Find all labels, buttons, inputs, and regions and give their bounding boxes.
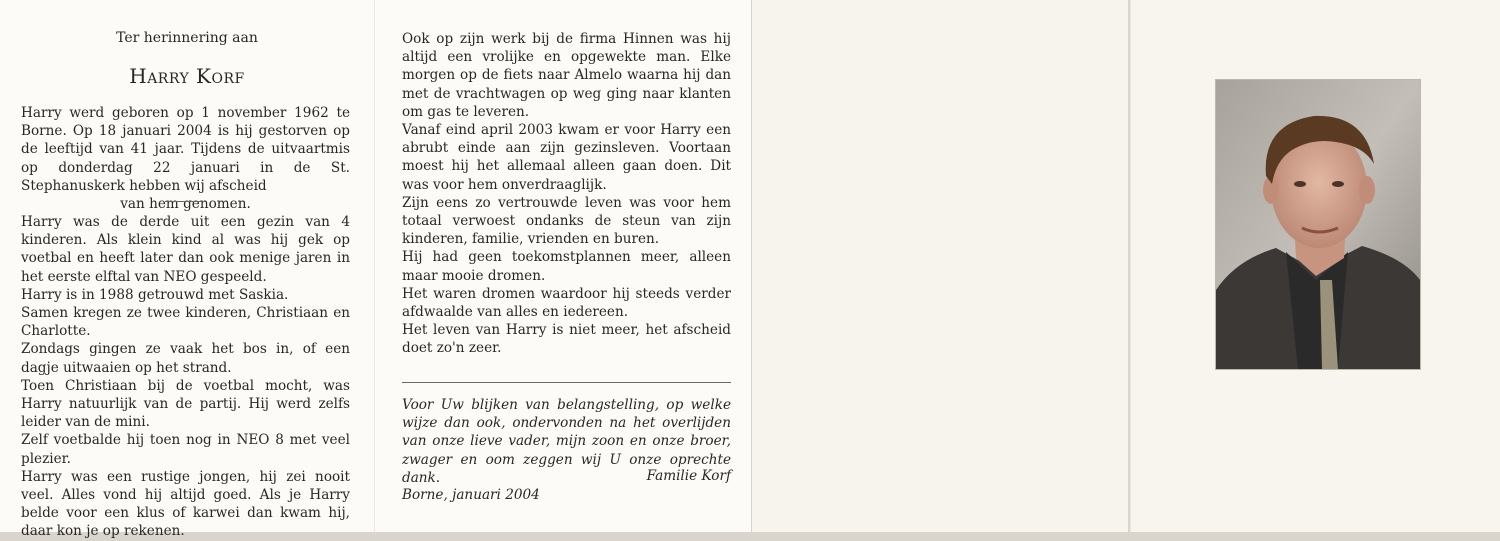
intro-heading: Ter herinnering aan [116, 30, 258, 46]
long-divider [402, 382, 731, 383]
life-paragraph: Harry was de derde uit een gezin van 4 kinderen. Als klein kind al was hij gek op voetbal en heeft later dan ook menige jaren in het eerste elftal van NEO gespeeld. [21, 214, 350, 285]
family-signature: Familie Korf [646, 468, 731, 484]
birth-death-paragraph: Harry werd geboren op 1 november 1962 te Borne. Op 18 januari 2004 is hij gestorven op de leeftijd van 41 jaar. Tijdens de uitvaartmis op donderdag 22 januari in de St. Stephanuskerk hebben wij afscheid [21, 105, 350, 194]
story-paragraph: Het leven van Harry is niet meer, het afscheid doet zo'n zeer. [402, 322, 731, 357]
life-story-section [21, 213, 350, 541]
story-paragraph: Ook op zijn werk bij de firma Hinnen was hij altijd een vrolijke en opgewekte man. Elke morgen op de fiets naar Almelo waarna hij dan met de vrachtwagen op weg ging naar klanten om gas te leveren. [402, 31, 731, 120]
story-paragraph: Het waren dromen waardoor hij steeds verder afdwaalde van alles en iedereen. [402, 285, 731, 321]
farewell-line: van hem genomen. [120, 196, 251, 213]
birth-death-section [21, 104, 350, 213]
story-paragraph: Zijn eens zo vertrouwde leven was voor hem totaal verwoest ondanks de steun van zijn kinderen, familie, vrienden en buren. [402, 194, 731, 248]
life-paragraph: Harry is in 1988 getrouwd met Saskia. [21, 286, 289, 303]
short-divider [165, 201, 205, 202]
thank-you-note: Voor Uw blijken van belangstelling, op welke wijze dan ook, ondervonden na het overlijden van onze lieve vader, mijn zoon en onze broer, zwager en oom zeggen wij U onze oprechte dank. [402, 397, 731, 486]
life-paragraph: Samen kregen ze twee kinderen, Christiaan en Charlotte. [21, 305, 350, 340]
life-paragraph: Zelf voetbalde hij toen nog in NEO 8 met veel plezier. [21, 432, 350, 467]
deceased-name: Harry Korf [129, 64, 245, 88]
life-paragraph: Harry was een rustige jongen, hij zei nooit veel. Alles vond hij altijd goed. Als je Harry belde voor een klus of karwei dan kwam hij, daar kon je op rekenen. [21, 468, 350, 540]
portrait-photo [1215, 79, 1421, 370]
middle-text-panel [374, 0, 751, 532]
life-paragraph: Zondags gingen ze vaak het bos in, of een dagje uitwaaien op het strand. [21, 341, 350, 376]
work-and-life-section [402, 30, 731, 358]
place-date-line: Borne, januari 2004 [402, 487, 540, 503]
life-paragraph: Toen Christiaan bij de voetbal mocht, was Harry natuurlijk van de partij. Hij werd zelfs leider van de mini. [21, 377, 350, 431]
photo-panel [1130, 0, 1500, 532]
blank-back-panel [752, 0, 1128, 532]
story-paragraph: Vanaf eind april 2003 kwam er voor Harry een abrubt einde aan zijn gezinsleven. Voortaan moest hij het allemaal alleen gaan doen. Dit was voor hem onverdraaglijk. [402, 122, 731, 193]
left-text-panel [0, 0, 374, 540]
story-paragraph: Hij had geen toekomstplannen meer, alleen maar mooie dromen. [402, 249, 731, 284]
